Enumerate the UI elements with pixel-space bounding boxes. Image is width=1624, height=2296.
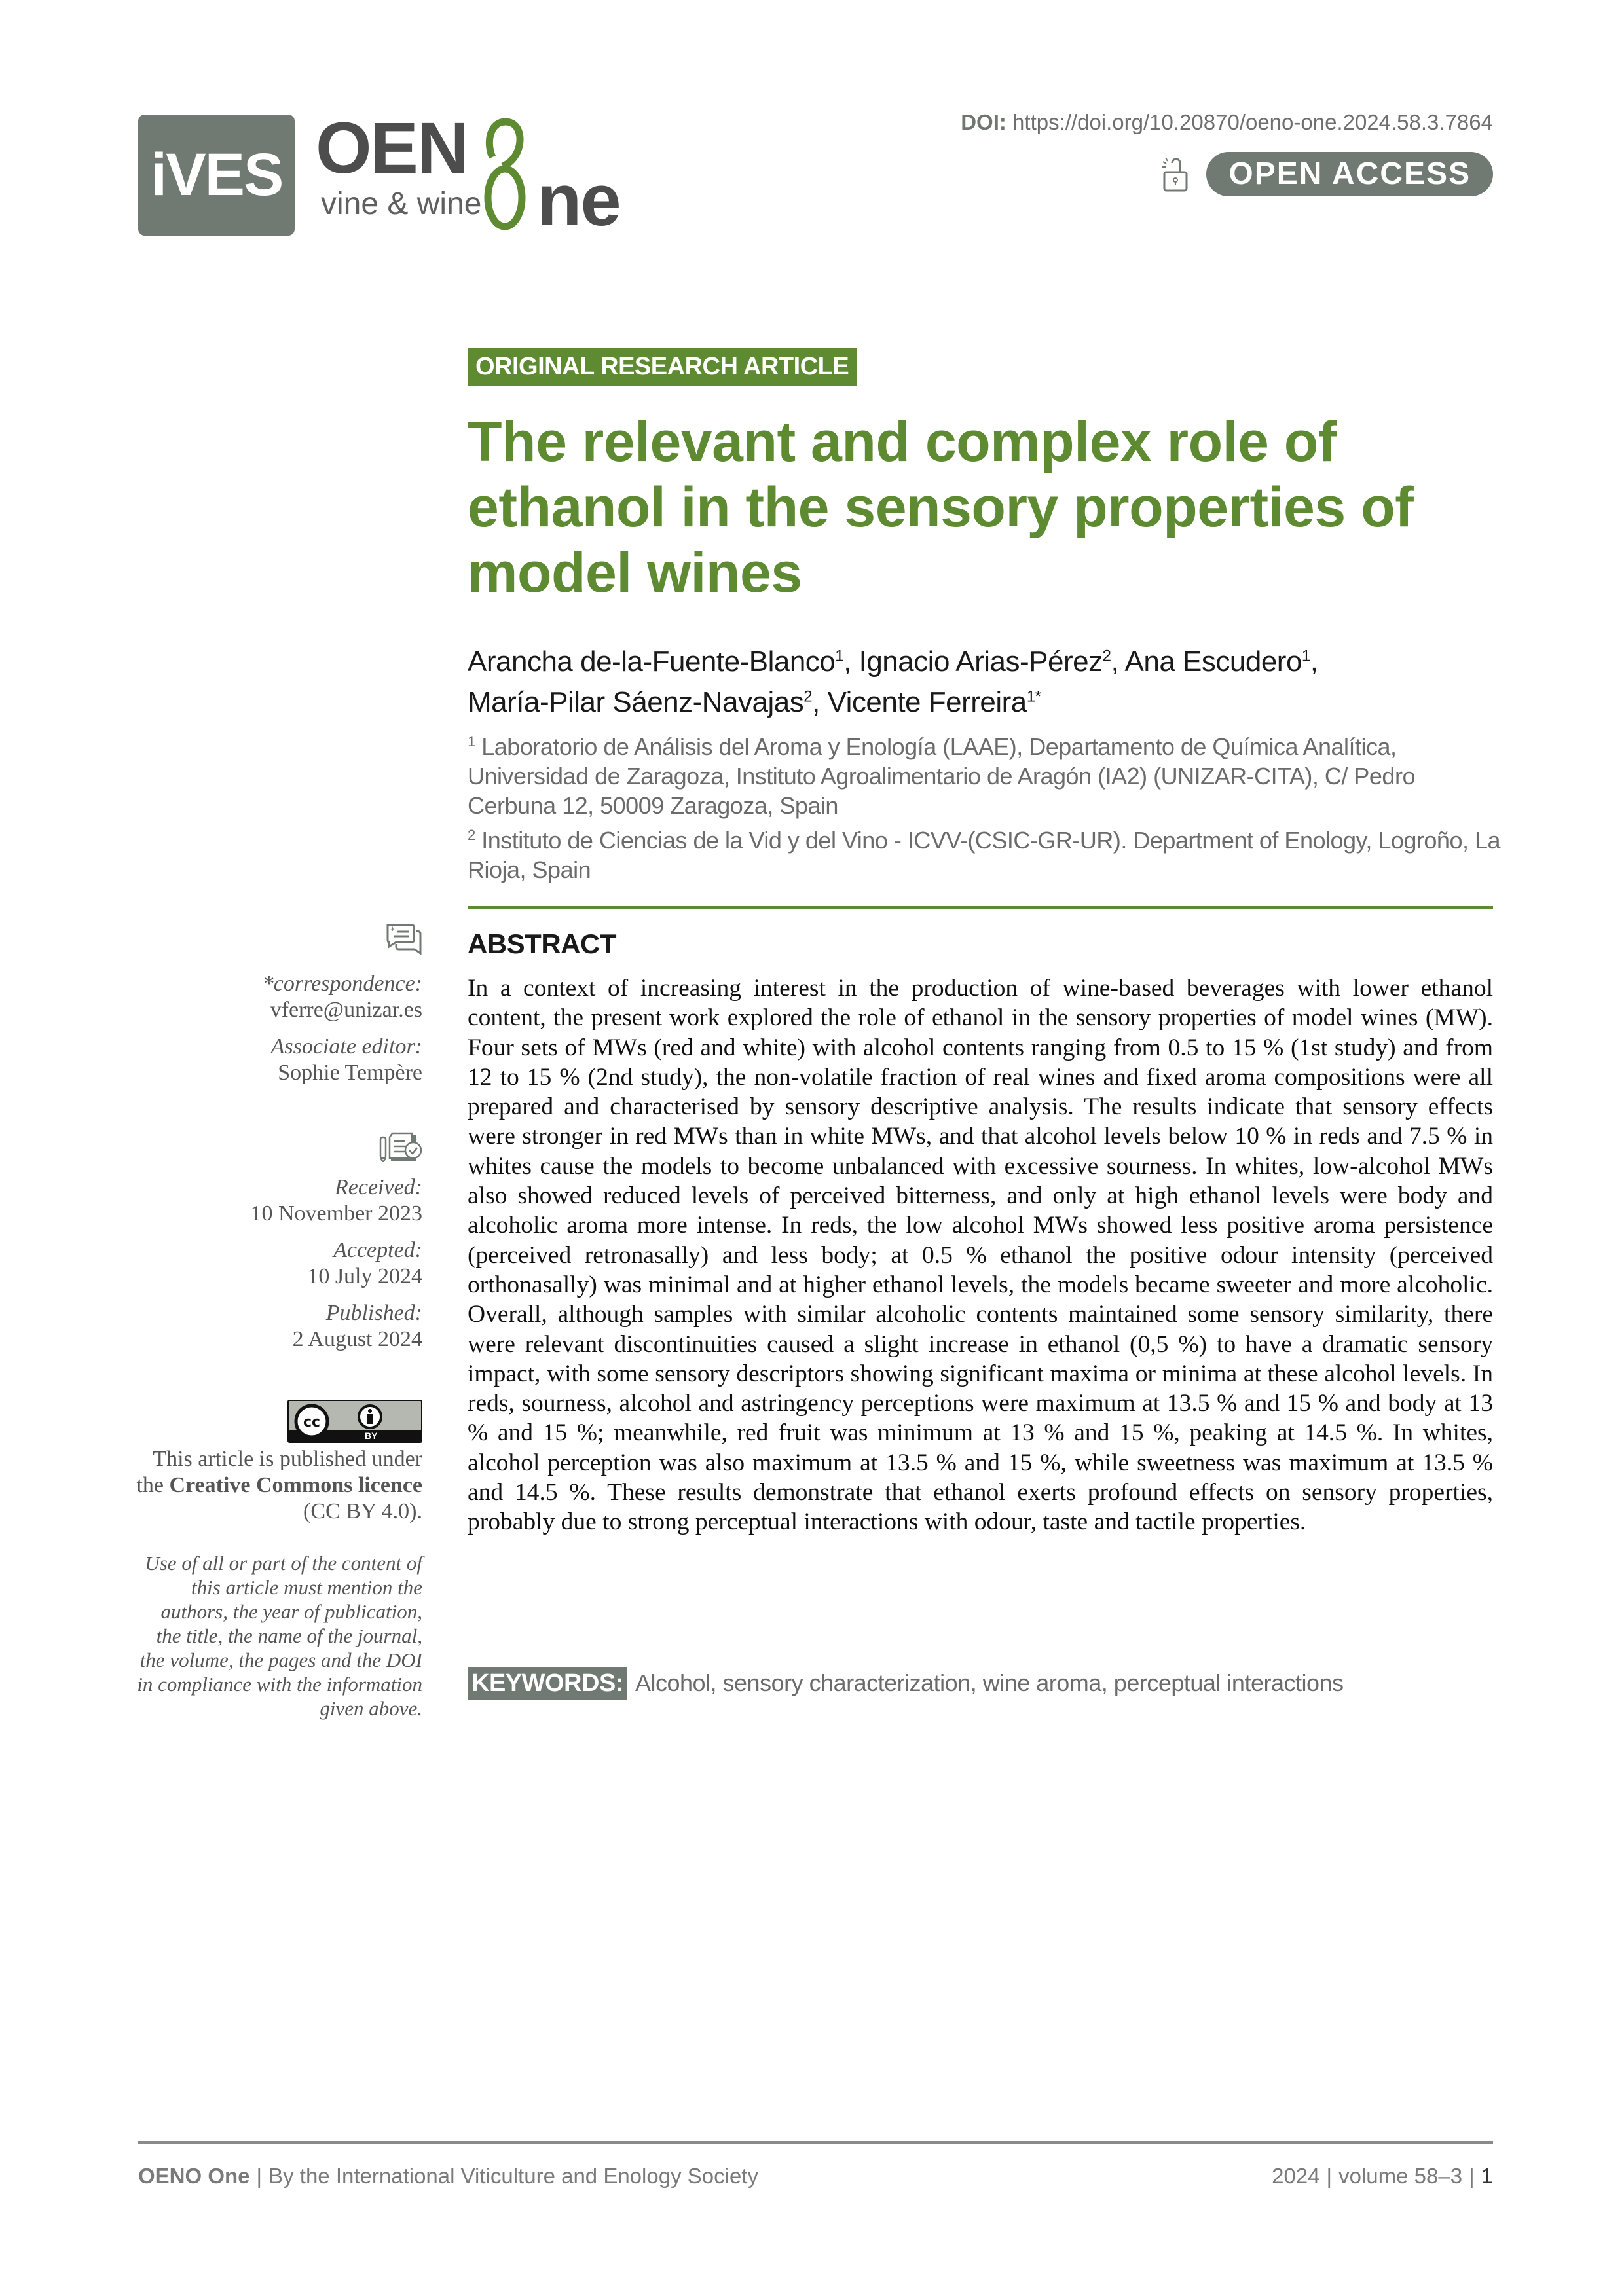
page-number: 1 xyxy=(1481,2164,1493,2188)
author[interactable]: Ignacio Arias-Pérez$^2$ xyxy=(858,645,1111,678)
author[interactable]: María-Pilar Sáenz-Navajas$^2$ xyxy=(468,686,813,719)
article-title: The relevant and complex role of ethanol in the sensory properties of model wines xyxy=(468,410,1414,604)
license-statement: This article is published under the Creative Commons licence (CC BY 4.0). xyxy=(136,1447,422,1523)
open-lock-icon xyxy=(1160,155,1192,193)
editor-name: Sophie Tempère xyxy=(278,1061,422,1085)
ives-logo xyxy=(138,115,295,236)
footer-issue-info: 2024 | volume 58–3 | 1 xyxy=(1272,2164,1493,2188)
editor-label: Associate editor: xyxy=(270,1034,422,1059)
oeno-one-logo xyxy=(314,108,655,241)
attribution-person-icon xyxy=(357,1404,383,1430)
article-type-badge: ORIGINAL RESEARCH ARTICLE xyxy=(468,348,857,386)
footer-volume: volume 58–3 xyxy=(1338,2164,1463,2188)
published-label: Published: xyxy=(325,1301,422,1325)
doi-label: DOI: xyxy=(961,110,1006,134)
open-access-row xyxy=(1160,152,1493,196)
author[interactable]: Arancha de-la-Fuente-Blanco$^1$ xyxy=(468,645,844,678)
doi-line xyxy=(961,110,1493,135)
received-label: Received: xyxy=(335,1175,422,1199)
affiliations xyxy=(468,727,1509,884)
ives-logo-text: iVES xyxy=(150,141,283,208)
usage-notice: Use of all or part of the content of this article must mention the authors, the year of publication, the title, the name of the journal, the volume, the pages and the DOI in compliance with the information given above. xyxy=(137,1552,422,1720)
author[interactable]: Vicente Ferreira$^{1*}$ xyxy=(827,686,1041,719)
footer-divider xyxy=(138,2141,1493,2144)
accepted-date: 10 July 2024 xyxy=(307,1264,422,1288)
keywords-label: KEYWORDS: xyxy=(468,1667,627,1700)
document-check-icon xyxy=(379,1132,422,1162)
correspondence-chat-icon xyxy=(386,923,422,955)
received-date: 10 November 2023 xyxy=(250,1201,422,1226)
affiliation-2: $^2$ Instituto de Ciencias de la Vid y del Vino - ICVV-(CSIC-GR-UR). Department of Enology, Logroño, La Rioja, Spain xyxy=(468,827,1501,883)
accepted-label: Accepted: xyxy=(333,1238,422,1262)
abstract-body: In a context of increasing interest in the production of wine-based beverages with lower ethanol content, the present work explored the role of ethanol in the sensory properties of model wines (MW). Four sets of MWs (red and white) with alcohol contents ranging from 0.5 to 15 % (1st study) and from 12 to 15 % (2nd study), the non-volatile fraction of real wines and fixed aroma compositions were all prepared and characterised by sensory descriptive analysis. The results indicate that sensory effects were stronger in red MWs than in white MWs, and that alcohol levels below 10 % in reds and 7.5 % in whites cause the models to become unbalanced with excessive sourness. In whites, low-alcohol MWs also showed reduced levels of perceived bitterness, and only at high ethanol levels were body and alcoholic aroma more intense. In reds, the low alcohol MWs showed less positive aroma persistence (perceived retronasally) and less body; at 0.5 % ethanol the positive odour intensity (perceived orthonasally) was minimal and at higher ethanol levels, the models became sweeter and more alcoholic. Overall, although samples with similar alcoholic contents maintained some sensory similarity, there were relevant discontinuities caused a slight increase in ethanol (0,5 %) to have a dramatic sensory impact, with some sensory descriptors showing significant maxima or minima at these alcohol levels. In reds, sourness, alcohol and astringency perceptions were maximum at 13.5 % and 15 % and body at 13 % and 15 %; meanwhile, red fruit was minimum at 13 % and 15 %, peaking at 14.5 %. In whites, alcohol perception was also maximum at 13.5 % and 15 %, while sweetness was maximum at 13.5 % and 14.5 %. These results demonstrate that ethanol exerts profound effects on sensory properties, probably due to strong perceptual interactions with odour, taste and tactile properties. xyxy=(468,975,1493,1536)
footer-journal-name: OENO One xyxy=(138,2164,250,2188)
article-sidebar xyxy=(131,923,422,1721)
section-divider xyxy=(468,906,1493,909)
doi-link[interactable]: https://doi.org/10.20870/oeno-one.2024.58.3.7864 xyxy=(1012,110,1493,134)
author-list: Arancha de-la-Fuente-Blanco$^1$, Ignacio Arias-Pérez$^2$, Ana Escudero$^1$, María-Pilar Sáenz-Navajas$^2$, Vicente Ferreira$^{1*}$ xyxy=(468,645,1318,719)
keywords xyxy=(468,1667,1344,1700)
cc-icon xyxy=(293,1402,331,1440)
footer-year: 2024 xyxy=(1272,2164,1320,2188)
correspondence-label: *correspondence: xyxy=(262,972,422,996)
abstract-heading: ABSTRACT xyxy=(468,928,616,959)
svg-text:*: * xyxy=(390,926,395,936)
oeno-logo-word: OEN xyxy=(316,108,468,189)
oeno-logo-suffix: ne xyxy=(537,159,620,241)
oeno-logo-eight-icon xyxy=(483,117,526,231)
footer-publisher: By the International Viticulture and Enology Society xyxy=(268,2164,758,2188)
cc-by-badge[interactable] xyxy=(287,1400,422,1443)
open-access-badge: OPEN ACCESS xyxy=(1206,152,1493,196)
svg-text:cc: cc xyxy=(303,1414,321,1430)
keywords-list: Alcohol, sensory characterization, wine aroma, perceptual interactions xyxy=(635,1669,1344,1696)
oeno-logo-tagline: vine & wine xyxy=(321,187,482,221)
published-date: 2 August 2024 xyxy=(292,1327,422,1351)
author[interactable]: Ana Escudero$^1$ xyxy=(1124,645,1310,678)
footer-journal: OENO One | By the International Viticulture and Enology Society xyxy=(138,2164,758,2188)
cc-by-label: BY xyxy=(365,1430,378,1441)
affiliation-1: $^1$ Laboratorio de Análisis del Aroma y Enología (LAAE), Departamento de Química Analítica, Universidad de Zaragoza, Instituto Agroalimentario de Aragón (IA2) (UNIZAR-CITA), C/ Pedro Cerbuna 12, 50009 Zaragoza, Spain xyxy=(468,733,1415,819)
license-link[interactable]: Creative Commons licence xyxy=(169,1473,422,1497)
correspondence-email[interactable]: vferre@unizar.es xyxy=(270,998,422,1022)
